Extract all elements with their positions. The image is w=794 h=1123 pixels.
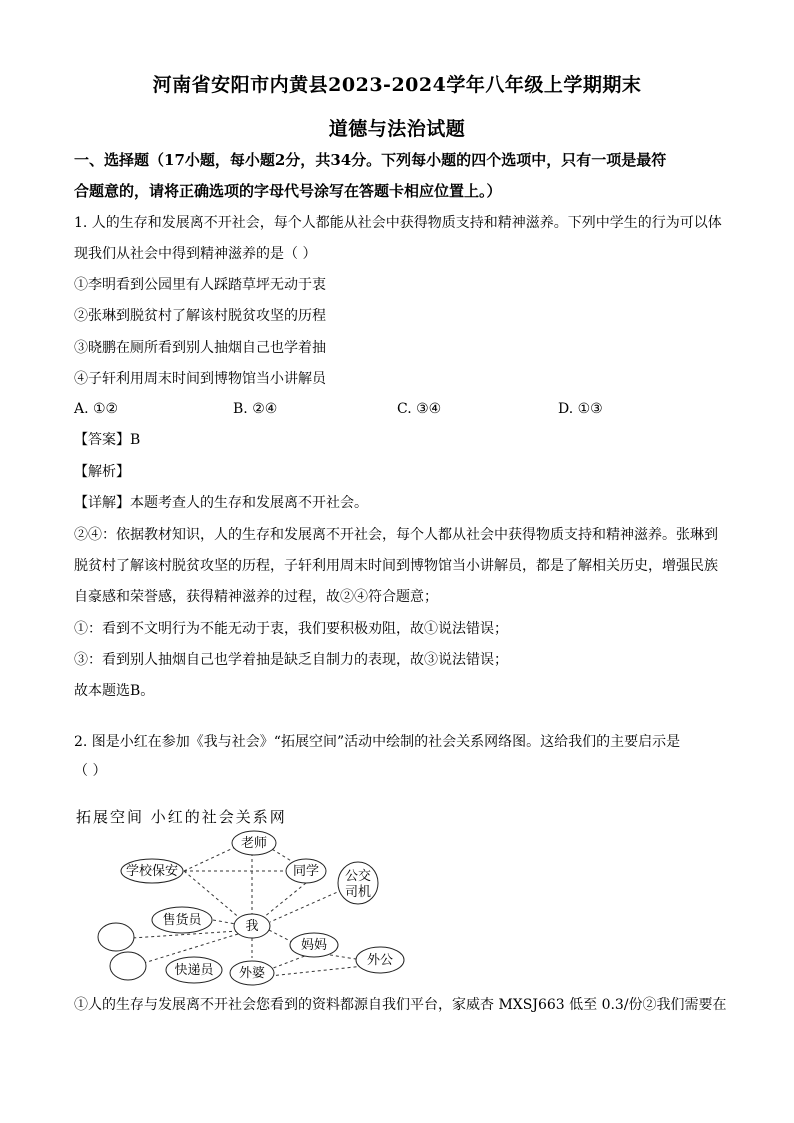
node-bus-driver-2: 司机	[344, 885, 372, 900]
q1-analysis-label: 【解析】	[74, 464, 130, 480]
q1-explain-3: 自豪感和荣誉感，获得精神滋养的过程，故②④符合题意；	[74, 589, 438, 605]
q1-option-c: C. ③④	[397, 401, 442, 417]
q1-explain-5: ③：看到别人抽烟自己也学着抽是缺乏自制力的表现，故③说法错误；	[74, 652, 508, 668]
q2-stem-cont: （ ）	[74, 763, 107, 779]
q1-conclusion: 故本题选B。	[74, 683, 155, 699]
q1-item-2: ②张琳到脱贫村了解该村脱贫攻坚的历程	[74, 308, 326, 324]
q2-stem: 2. 图是小红在参加《我与社会》“拓展空间”活动中绘制的社会关系网络图。这给我们的主要启示是	[74, 734, 681, 750]
q1-detail: 【详解】本题考查人的生存和发展离不开社会。	[74, 495, 368, 511]
q1-item-3: ③晓鹏在厕所看到别人抽烟自己也学着抽	[74, 340, 326, 356]
section-heading: 一、选择题（17小题，每小题2分，共34分。下列每小题的四个选项中，只有一项是最符	[74, 151, 667, 169]
q1-option-b: B. ②④	[233, 401, 278, 417]
social-network-diagram	[70, 798, 430, 988]
q1-explain-2: 脱贫村了解该村脱贫攻坚的历程，子轩利用周末时间到博物馆当小讲解员，都是了解相关历史，增强民族	[74, 558, 718, 574]
q1-option-a: A. ①②	[74, 401, 119, 417]
node-bus-driver-1: 公交	[344, 869, 372, 884]
q2-option-line: ①人的生存与发展离不开社会您看到的资料都源自我们平台，家威杏 MXSJ663 低至 0.3/份②我们需要在	[74, 997, 727, 1013]
q1-option-d: D. ①③	[558, 401, 603, 417]
node-mom: 妈妈	[300, 938, 328, 953]
q1-item-1: ①李明看到公园里有人踩踏草坪无动于衷	[74, 277, 326, 293]
document-title-line1: 河南省安阳市内黄县2023-2024学年八年级上学期期末	[152, 74, 642, 96]
q1-stem: 1. 人的生存和发展离不开社会，每个人都能从社会中获得物质支持和精神滋养。下列中学生的行为可以体	[74, 215, 722, 231]
q1-explain-4: ①：看到不文明行为不能无动于衷，我们要积极劝阻，故①说法错误；	[74, 621, 508, 637]
network-nodes	[98, 831, 404, 985]
section-heading-cont: 合题意的，请将正确选项的字母代号涂写在答题卡相应位置上。）	[74, 182, 502, 200]
node-seller: 售货员	[162, 913, 202, 928]
node-school-guard: 学校保安	[125, 864, 179, 879]
q1-explain-1: ②④：依据教材知识，人的生存和发展离不开社会，每个人都从社会中获得物质支持和精神滋养。张琳到	[74, 527, 718, 543]
node-classmate: 同学	[292, 864, 320, 879]
node-me: 我	[245, 919, 259, 934]
q1-stem-cont: 现我们从社会中得到精神滋养的是（ ）	[74, 246, 317, 262]
node-courier: 快递员	[174, 963, 214, 978]
node-grandma: 外婆	[238, 966, 266, 981]
q1-answer: 【答案】B	[74, 432, 141, 448]
node-teacher: 老师	[240, 836, 268, 851]
q1-item-4: ④子轩利用周末时间到博物馆当小讲解员	[74, 371, 326, 387]
diagram-title: 拓展空间 小红的社会关系网	[76, 808, 287, 826]
node-grandpa: 外公	[366, 953, 394, 968]
document-title-line2: 道德与法治试题	[328, 118, 466, 140]
